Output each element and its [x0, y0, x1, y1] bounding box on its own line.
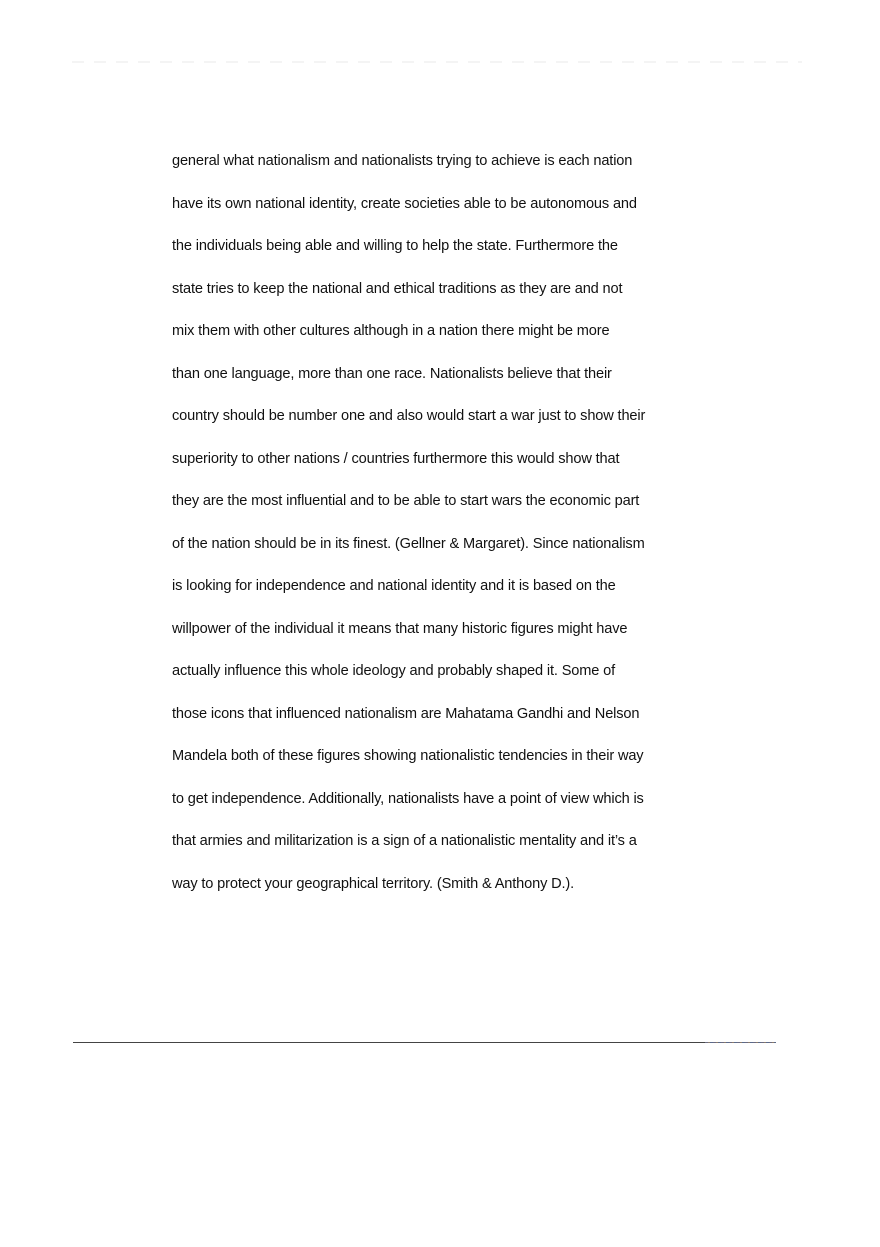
text-line: is looking for independence and national identity and it is based on the	[172, 578, 616, 594]
text-line: have its own national identity, create societies able to be autonomous and	[172, 195, 637, 212]
text-line: actually influence this whole ideology and probably shaped it. Some of	[172, 663, 616, 679]
text-line: willpower of the individual it means that many historic figures might have	[172, 620, 628, 637]
text-line: that armies and militarization is a sign of a nationalistic mentality and it’s a	[172, 833, 637, 849]
text-line: they are the most influential and to be able to start wars the economic part	[172, 493, 640, 509]
text-line: general what nationalism and nationalists trying to achieve is each nation	[172, 153, 633, 169]
text-line: to get independence. Additionally, nationalists have a point of view which is	[172, 790, 644, 807]
text-line: those icons that influenced nationalism are Mahatama Gandhi and Nelson	[172, 705, 640, 722]
text-line: of the nation should be in its finest. (Gellner & Margaret). Since nationalism	[172, 535, 645, 552]
text-line: superiority to other nations / countries furthermore this would show that	[172, 450, 620, 467]
text-line: the individuals being able and willing to help the state. Furthermore the	[172, 238, 618, 254]
text-line: Mandela both of these figures showing nationalistic tendencies in their way	[172, 748, 644, 764]
text-line: way to protect your geographical territory. (Smith & Anthony D.).	[172, 875, 575, 892]
text-line: country should be number one and also would start a war just to show their	[172, 408, 646, 424]
footnote-separator	[73, 1042, 705, 1043]
header-rule	[72, 61, 802, 63]
text-line: state tries to keep the national and ethical traditions as they are and not	[172, 280, 623, 297]
text-line: than one language, more than one race. Nationalists believe that their	[172, 365, 612, 382]
text-line: mix them with other cultures although in a nation there might be more	[172, 323, 610, 339]
footnote-separator-tail	[705, 1042, 776, 1043]
body-paragraph	[172, 148, 732, 913]
